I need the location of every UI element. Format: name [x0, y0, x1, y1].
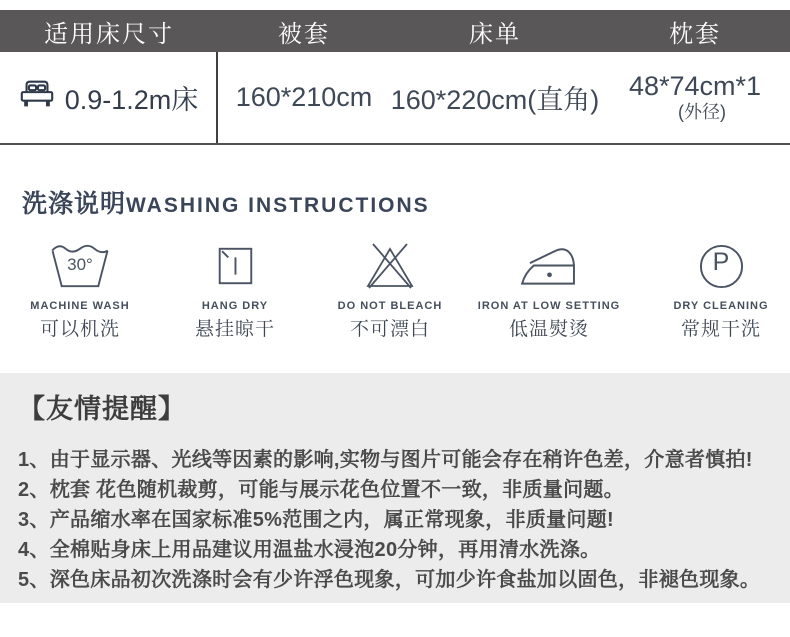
- washing-title-en: WASHING INSTRUCTIONS: [126, 194, 430, 217]
- wash-item-do-not-bleach: [315, 237, 465, 341]
- wash-label-cn: 可以机洗: [39, 319, 120, 340]
- wash-temp-label: 30°: [67, 255, 93, 274]
- washing-instructions-title: [22, 184, 430, 220]
- machine-wash-icon: [49, 237, 111, 295]
- wash-label-cn: 悬挂晾干: [194, 319, 275, 340]
- wash-label-en: DRY CLEANING: [673, 300, 769, 312]
- table-bottom-divider: [0, 143, 790, 145]
- wash-item-dry-cleaning: [646, 237, 790, 341]
- pillowcase-value: 48*74cm*1: [628, 70, 762, 101]
- pillowcase-note: (外径): [678, 102, 726, 123]
- washing-title-cn: 洗涤说明: [22, 190, 127, 218]
- header-duvet-cover: 被套: [278, 20, 330, 48]
- header-bed-sheet: 床单: [469, 20, 521, 48]
- reminder-list: [18, 445, 772, 595]
- hang-dry-icon: [213, 237, 257, 295]
- wash-item-iron-low: [474, 237, 624, 341]
- wash-label-cn: 低温熨烫: [508, 319, 589, 340]
- iron-low-setting-icon: [518, 237, 581, 295]
- do-not-bleach-icon: [362, 237, 418, 295]
- wash-label-cn: 不可漂白: [349, 319, 430, 340]
- wash-label-cn: 常规干洗: [680, 319, 761, 340]
- wash-item-hang-dry: [160, 237, 310, 341]
- reminder-title: 【友情提醒】: [18, 394, 186, 424]
- wash-label-en: IRON AT LOW SETTING: [477, 300, 621, 312]
- wash-label-en: MACHINE WASH: [30, 300, 130, 312]
- spec-table-row: [0, 52, 790, 143]
- wash-label-en: DO NOT BLEACH: [337, 300, 443, 312]
- dry-cleaning-icon: [698, 237, 745, 295]
- bed-icon: [18, 79, 56, 117]
- bed-sheet-value: 160*220cm(直角): [390, 85, 600, 115]
- reminder-item-2: 2、枕套 花色随机裁剪，可能与展示花色位置不一致，非质量问题。: [18, 479, 624, 501]
- wash-label-en: HANG DRY: [201, 300, 269, 312]
- reminder-item-3: 3、产品缩水率在国家标准5%范围之内，属正常现象，非质量问题!: [18, 509, 614, 531]
- duvet-cover-value: 160*210cm: [235, 82, 373, 112]
- wash-item-machine-wash: [5, 237, 155, 341]
- bed-size-value: 0.9-1.2m床: [64, 85, 199, 115]
- spec-table-header: [0, 10, 790, 52]
- reminder-item-1: 1、由于显示器、光线等因素的影响,实物与图片可能会存在稍许色差，介意者慎拍!: [18, 449, 753, 471]
- reminder-item-4: 4、全棉贴身床上用品建议用温盐水浸泡20分钟，再用清水洗涤。: [18, 539, 601, 561]
- dry-clean-letter: P: [712, 248, 730, 276]
- pillowcase-cell: [600, 72, 790, 123]
- bed-size-cell: [0, 52, 218, 143]
- header-bed-size: 适用床尺寸: [44, 20, 174, 48]
- reminder-item-5: 5、深色床品初次洗涤时会有少许浮色现象，可加少许食盐加以固色，非褪色现象。: [18, 569, 761, 591]
- header-pillowcase: 枕套: [669, 20, 721, 48]
- friendly-reminder-section: [0, 373, 790, 603]
